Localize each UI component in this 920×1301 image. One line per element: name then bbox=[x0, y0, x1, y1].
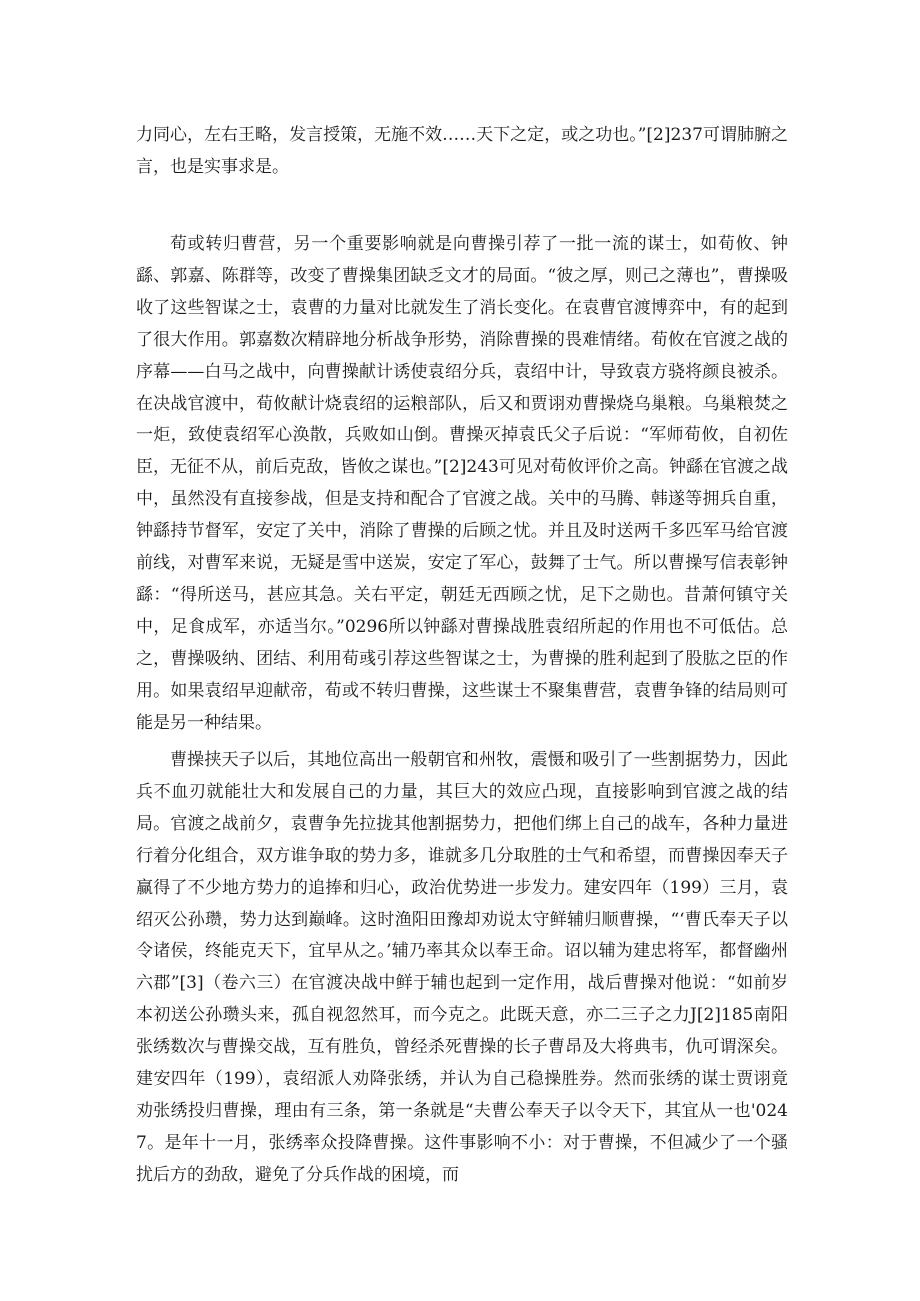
paragraph-2: 荀或转归曹营，另一个重要影响就是向曹操引荐了一批一流的谋士，如荀攸、钟繇、郭嘉、陈群等，改变了曹操集团缺乏文才的局面。“彼之厚，则己之薄也”，曹操吸收了这些智谋之士，袁曹的力量对比就发生了消长变化。在袁曹官渡博弈中，有的起到了很大作用。郭嘉数次精辟地分析战争形势，消除曹操的畏难情绪。荀攸在官渡之战的序幕——白马之战中，向曹操献计诱使袁绍分兵，袁绍中计，导致袁方骁将颜良被杀。在决战官渡中，荀攸献计烧袁绍的运粮部队，后又和贾诩劝曹操烧乌巢粮。乌巢粮焚之一炬，致使袁绍军心涣散，兵败如山倒。曹操灭掉袁氏父子后说：“军师荀攸，自初佐臣，无征不从，前后克敌，皆攸之谋也。”[2]243可见对荀攸评价之高。钟繇在官渡之战中，虽然没有直接参战，但是支持和配合了官渡之战。关中的马腾、韩遂等拥兵自重，钟繇持节督军，安定了关中，消除了曹操的后顾之忧。并且及时送两千多匹军马给官渡前线，对曹军来说，无疑是雪中送炭，安定了军心，鼓舞了士气。所以曹操写信表彰钟繇：“得所送马，甚应其急。关右平定，朝廷无西顾之忧，足下之勋也。昔萧何镇守关中，足食成军，亦适当尔。”0296所以钟繇对曹操战胜袁绍所起的作用也不可低估。总之，曹操吸纳、团结、利用荀彧引荐这些智谋之士，为曹操的胜利起到了股肱之臣的作用。如果袁绍早迎献帝，荀或不转归曹操，这些谋士不聚集曹营，袁曹争锋的结局则可能是另一种结果。 bbox=[136, 234, 788, 733]
paragraph-1: 力同心，左右王略，发言授策，无施不效……天下之定，或之功也。”[2]237可谓肺腑之言，也是实事求是。 bbox=[136, 125, 788, 177]
paragraph-3: 曹操挟天子以后，其地位高出一般朝官和州牧，震慑和吸引了一些割据势力，因此兵不血刃就能壮大和发展自己的力量，其巨大的效应凸现，直接影响到官渡之战的结局。官渡之战前夕，袁曹争先拉拢其他割据势力，把他们绑上自己的战车，各种力量进行着分化组合，双方谁争取的势力多，谁就多几分取胜的士气和希望，而曹操因奉天子赢得了不少地方势力的追捧和归心，政治优势进一步发力。建安四年（199）三月，袁绍灭公孙瓒，势力达到巅峰。这时渔阳田豫却劝说太守鲜辅归顺曹操，“‘曹氏奉天子以令诸侯，终能克天下，宜早从之。’辅乃率其众以奉王命。诏以辅为建忠将军，都督幽州六郡”[3]（卷六三）在官渡决战中鲜于辅也起到一定作用，战后曹操对他说：“如前岁本初送公孙瓒头来，孤自视忽然耳，而今克之。此既天意，亦二三子之力J[2]185南阳张绣数次与曹操交战，互有胜负，曾经杀死曹操的长子曹昂及大将典韦，仇可谓深矣。建安四年（199），袁绍派人劝降张绣，并认为自己稳操胜券。然而张绣的谋士贾诩竟劝张绣投归曹操，理由有三条，第一条就是“夫曹公奉天子以令天下，其宜从一也'0247。是年十一月，张绣率众投降曹操。这件事影响不小：对于曹操，不但减少了一个骚扰后方的劲敌，避免了分兵作战的困境，而 bbox=[136, 750, 788, 1185]
